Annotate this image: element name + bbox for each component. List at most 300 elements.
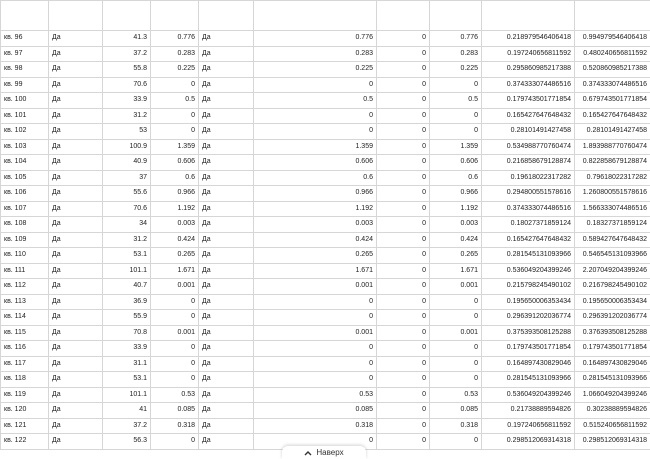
table-row <box>1 403 650 419</box>
total-cell: 0.195650006353434 <box>575 294 650 310</box>
apartment-cell: кв. 99 <box>1 77 49 93</box>
value-cell: 0 <box>254 356 377 372</box>
value-cell: 0.001 <box>151 279 199 295</box>
value-cell: 0 <box>430 310 482 326</box>
flag-cell: Да <box>49 201 103 217</box>
value-cell: 0.215798245490102 <box>482 279 575 295</box>
value-cell: 1.359 <box>254 139 377 155</box>
table-row <box>1 46 650 62</box>
apartment-cell: кв. 119 <box>1 387 49 403</box>
area-cell: 53.1 <box>103 248 151 264</box>
value-cell: 0.165427647648432 <box>482 232 575 248</box>
header-cell <box>377 1 430 31</box>
apartment-cell: кв. 113 <box>1 294 49 310</box>
apartment-cell: кв. 115 <box>1 325 49 341</box>
header-cell <box>103 1 151 31</box>
apartment-cell: кв. 109 <box>1 232 49 248</box>
apartment-cell: кв. 110 <box>1 248 49 264</box>
header-cell <box>254 1 377 31</box>
value-cell: 0.283 <box>151 46 199 62</box>
value-cell: 0.001 <box>254 325 377 341</box>
area-cell: 55.6 <box>103 186 151 202</box>
value-cell: 0 <box>151 356 199 372</box>
value-cell: 0 <box>377 325 430 341</box>
value-cell: 0.536049204399246 <box>482 387 575 403</box>
apartment-cell: кв. 100 <box>1 93 49 109</box>
value-cell: 0 <box>377 356 430 372</box>
total-cell: 0.296391202036774 <box>575 310 650 326</box>
value-cell: 0 <box>151 434 199 450</box>
value-cell: 0 <box>430 124 482 140</box>
table-row <box>1 77 650 93</box>
value-cell: 0.225 <box>430 62 482 78</box>
value-cell: 0.195650006353434 <box>482 294 575 310</box>
value-cell: 0.001 <box>430 325 482 341</box>
apartment-cell: кв. 111 <box>1 263 49 279</box>
flag-cell: Да <box>49 325 103 341</box>
value-cell: 0 <box>254 124 377 140</box>
header-cell <box>199 1 254 31</box>
value-cell: 0 <box>377 310 430 326</box>
value-cell: 0.776 <box>430 31 482 47</box>
apartment-cell: кв. 107 <box>1 201 49 217</box>
apartment-cell: кв. 102 <box>1 124 49 140</box>
value-cell: 0.225 <box>151 62 199 78</box>
table-row <box>1 372 650 388</box>
table-row <box>1 418 650 434</box>
scroll-to-top-button[interactable] <box>282 446 366 459</box>
apartment-cell: кв. 96 <box>1 31 49 47</box>
apartment-cell: кв. 104 <box>1 155 49 171</box>
apartment-cell: кв. 120 <box>1 403 49 419</box>
apartment-cell: кв. 105 <box>1 170 49 186</box>
value-cell: 0 <box>377 108 430 124</box>
table-row <box>1 279 650 295</box>
flag-cell: Да <box>199 31 254 47</box>
table-row <box>1 263 650 279</box>
flag-cell: Да <box>199 248 254 264</box>
value-cell: 0.197240656811592 <box>482 46 575 62</box>
value-cell: 0.281545131093966 <box>482 372 575 388</box>
value-cell: 0.001 <box>151 325 199 341</box>
area-cell: 101.1 <box>103 387 151 403</box>
flag-cell: Да <box>199 232 254 248</box>
value-cell: 0 <box>254 310 377 326</box>
value-cell: 0.424 <box>430 232 482 248</box>
flag-cell: Да <box>49 387 103 403</box>
table-row <box>1 248 650 264</box>
flag-cell: Да <box>199 93 254 109</box>
value-cell: 0.18027371859124 <box>482 217 575 233</box>
area-cell: 37 <box>103 170 151 186</box>
value-cell: 0.6 <box>254 170 377 186</box>
value-cell: 0.374333074486516 <box>482 77 575 93</box>
value-cell: 0.424 <box>151 232 199 248</box>
table-row <box>1 155 650 171</box>
value-cell: 0 <box>430 294 482 310</box>
area-cell: 37.2 <box>103 418 151 434</box>
total-cell: 2.207049204399246 <box>575 263 650 279</box>
area-cell: 36.9 <box>103 294 151 310</box>
flag-cell: Да <box>49 62 103 78</box>
area-cell: 100.9 <box>103 139 151 155</box>
flag-cell: Да <box>49 434 103 450</box>
value-cell: 0.296391202036774 <box>482 310 575 326</box>
area-cell: 33.9 <box>103 93 151 109</box>
flag-cell: Да <box>49 232 103 248</box>
value-cell: 0 <box>151 77 199 93</box>
value-cell: 0 <box>377 279 430 295</box>
value-cell: 0.001 <box>254 279 377 295</box>
flag-cell: Да <box>49 155 103 171</box>
value-cell: 0.536049204399246 <box>482 263 575 279</box>
value-cell: 0 <box>377 418 430 434</box>
value-cell: 0 <box>254 108 377 124</box>
flag-cell: Да <box>199 387 254 403</box>
total-cell: 0.165427647648432 <box>575 108 650 124</box>
header-cell <box>575 1 650 31</box>
flag-cell: Да <box>199 279 254 295</box>
value-cell: 0.003 <box>254 217 377 233</box>
flag-cell: Да <box>199 124 254 140</box>
value-cell: 0 <box>430 372 482 388</box>
flag-cell: Да <box>49 170 103 186</box>
area-cell: 55.9 <box>103 310 151 326</box>
area-cell: 70.6 <box>103 201 151 217</box>
total-cell: 0.164897430829046 <box>575 356 650 372</box>
flag-cell: Да <box>49 341 103 357</box>
apartment-cell: кв. 101 <box>1 108 49 124</box>
area-cell: 70.6 <box>103 77 151 93</box>
value-cell: 0 <box>377 434 430 450</box>
flag-cell: Да <box>199 372 254 388</box>
value-cell: 0 <box>254 294 377 310</box>
value-cell: 0 <box>151 124 199 140</box>
total-cell: 0.515240656811592 <box>575 418 650 434</box>
value-cell: 0.5 <box>254 93 377 109</box>
flag-cell: Да <box>199 294 254 310</box>
value-cell: 0.218979546406418 <box>482 31 575 47</box>
apartment-cell: кв. 97 <box>1 46 49 62</box>
value-cell: 0 <box>151 310 199 326</box>
table-row <box>1 124 650 140</box>
value-cell: 1.671 <box>430 263 482 279</box>
value-cell: 0.19618022317282 <box>482 170 575 186</box>
value-cell: 1.671 <box>151 263 199 279</box>
header-cell <box>49 1 103 31</box>
flag-cell: Да <box>199 201 254 217</box>
value-cell: 1.192 <box>151 201 199 217</box>
value-cell: 0.5 <box>430 93 482 109</box>
area-cell: 31.2 <box>103 108 151 124</box>
total-cell: 1.066049204399246 <box>575 387 650 403</box>
total-cell: 0.30238889594826 <box>575 403 650 419</box>
header-cell <box>430 1 482 31</box>
area-cell: 70.8 <box>103 325 151 341</box>
value-cell: 0.295860985217388 <box>482 62 575 78</box>
flag-cell: Да <box>199 139 254 155</box>
value-cell: 0.966 <box>151 186 199 202</box>
value-cell: 0 <box>377 155 430 171</box>
area-cell: 31.2 <box>103 232 151 248</box>
flag-cell: Да <box>49 139 103 155</box>
value-cell: 0 <box>377 263 430 279</box>
apartment-cell: кв. 112 <box>1 279 49 295</box>
value-cell: 0 <box>377 201 430 217</box>
total-cell: 0.79618022317282 <box>575 170 650 186</box>
table-row <box>1 170 650 186</box>
table-row <box>1 325 650 341</box>
apartment-cell: кв. 117 <box>1 356 49 372</box>
flag-cell: Да <box>49 217 103 233</box>
value-cell: 0.003 <box>151 217 199 233</box>
value-cell: 0 <box>254 341 377 357</box>
area-cell: 40.9 <box>103 155 151 171</box>
value-cell: 0.6 <box>430 170 482 186</box>
value-cell: 0 <box>254 372 377 388</box>
flag-cell: Да <box>199 77 254 93</box>
total-cell: 0.376393508125288 <box>575 325 650 341</box>
value-cell: 0.776 <box>254 31 377 47</box>
flag-cell: Да <box>49 356 103 372</box>
value-cell: 0 <box>377 403 430 419</box>
table-row <box>1 186 650 202</box>
area-cell: 40.7 <box>103 279 151 295</box>
value-cell: 0.424 <box>254 232 377 248</box>
flag-cell: Да <box>199 403 254 419</box>
value-cell: 0 <box>151 108 199 124</box>
table-row <box>1 341 650 357</box>
value-cell: 0.53 <box>430 387 482 403</box>
value-cell: 0 <box>151 341 199 357</box>
total-cell: 0.28101491427458 <box>575 124 650 140</box>
value-cell: 0 <box>377 387 430 403</box>
value-cell: 0.53 <box>254 387 377 403</box>
value-cell: 1.192 <box>430 201 482 217</box>
area-cell: 34 <box>103 217 151 233</box>
value-cell: 0 <box>430 434 482 450</box>
flag-cell: Да <box>49 186 103 202</box>
value-cell: 0 <box>430 108 482 124</box>
value-cell: 1.359 <box>430 139 482 155</box>
value-cell: 0.225 <box>254 62 377 78</box>
header-cell <box>1 1 49 31</box>
value-cell: 0 <box>377 217 430 233</box>
value-cell: 0 <box>430 341 482 357</box>
value-cell: 0 <box>377 170 430 186</box>
table-row <box>1 139 650 155</box>
value-cell: 0.164897430829046 <box>482 356 575 372</box>
total-cell: 0.298512069314318 <box>575 434 650 450</box>
apartment-cell: кв. 108 <box>1 217 49 233</box>
table-row <box>1 62 650 78</box>
flag-cell: Да <box>199 46 254 62</box>
value-cell: 1.192 <box>254 201 377 217</box>
value-cell: 0 <box>377 372 430 388</box>
total-cell: 0.216798245490102 <box>575 279 650 295</box>
flag-cell: Да <box>49 124 103 140</box>
area-cell: 37.2 <box>103 46 151 62</box>
value-cell: 1.671 <box>254 263 377 279</box>
apartment-cell: кв. 98 <box>1 62 49 78</box>
total-cell: 0.374333074486516 <box>575 77 650 93</box>
area-cell: 55.8 <box>103 62 151 78</box>
value-cell: 0.606 <box>430 155 482 171</box>
value-cell: 0.606 <box>151 155 199 171</box>
value-cell: 0.21738889594826 <box>482 403 575 419</box>
value-cell: 0.179743501771854 <box>482 93 575 109</box>
value-cell: 1.359 <box>151 139 199 155</box>
table-row <box>1 356 650 372</box>
area-cell: 101.1 <box>103 263 151 279</box>
value-cell: 0.318 <box>254 418 377 434</box>
flag-cell: Да <box>49 403 103 419</box>
area-cell: 31.1 <box>103 356 151 372</box>
table-row <box>1 217 650 233</box>
value-cell: 0.085 <box>151 403 199 419</box>
flag-cell: Да <box>49 77 103 93</box>
value-cell: 0 <box>377 186 430 202</box>
header-cell <box>151 1 199 31</box>
flag-cell: Да <box>199 341 254 357</box>
value-cell: 0 <box>377 139 430 155</box>
value-cell: 0 <box>377 294 430 310</box>
value-cell: 0.265 <box>254 248 377 264</box>
value-cell: 0.283 <box>254 46 377 62</box>
apartment-cell: кв. 106 <box>1 186 49 202</box>
table-row <box>1 108 650 124</box>
value-cell: 0.165427647648432 <box>482 108 575 124</box>
flag-cell: Да <box>49 93 103 109</box>
flag-cell: Да <box>199 217 254 233</box>
total-cell: 1.893988770760474 <box>575 139 650 155</box>
apartment-cell: кв. 118 <box>1 372 49 388</box>
flag-cell: Да <box>49 248 103 264</box>
area-cell: 56.3 <box>103 434 151 450</box>
table-header-row <box>1 1 650 31</box>
apartment-cell: кв. 122 <box>1 434 49 450</box>
value-cell: 0.001 <box>430 279 482 295</box>
value-cell: 0.179743501771854 <box>482 341 575 357</box>
table-row <box>1 294 650 310</box>
value-cell: 0 <box>254 434 377 450</box>
table-row <box>1 387 650 403</box>
chevron-up-icon <box>304 450 312 456</box>
flag-cell: Да <box>49 418 103 434</box>
flag-cell: Да <box>49 310 103 326</box>
header-cell <box>482 1 575 31</box>
value-cell: 0 <box>377 232 430 248</box>
value-cell: 0.28101491427458 <box>482 124 575 140</box>
flag-cell: Да <box>199 434 254 450</box>
value-cell: 0.5 <box>151 93 199 109</box>
value-cell: 0.606 <box>254 155 377 171</box>
scroll-to-top-label: Наверх <box>316 448 344 457</box>
value-cell: 0.085 <box>254 403 377 419</box>
apartment-cell: кв. 116 <box>1 341 49 357</box>
flag-cell: Да <box>199 325 254 341</box>
table-row <box>1 232 650 248</box>
apartment-cell: кв. 114 <box>1 310 49 326</box>
table-row <box>1 93 650 109</box>
value-cell: 0 <box>151 294 199 310</box>
value-cell: 0 <box>254 77 377 93</box>
apartment-cell: кв. 103 <box>1 139 49 155</box>
area-cell: 53.1 <box>103 372 151 388</box>
value-cell: 0.966 <box>430 186 482 202</box>
value-cell: 0.776 <box>151 31 199 47</box>
flag-cell: Да <box>49 372 103 388</box>
area-cell: 33.9 <box>103 341 151 357</box>
value-cell: 0.085 <box>430 403 482 419</box>
total-cell: 0.281545131093966 <box>575 372 650 388</box>
flag-cell: Да <box>199 62 254 78</box>
value-cell: 0.197240656811592 <box>482 418 575 434</box>
area-cell: 53 <box>103 124 151 140</box>
total-cell: 1.566333074486516 <box>575 201 650 217</box>
flag-cell: Да <box>49 108 103 124</box>
value-cell: 0.374333074486516 <box>482 201 575 217</box>
flag-cell: Да <box>49 294 103 310</box>
total-cell: 1.260800551578616 <box>575 186 650 202</box>
total-cell: 0.480240656811592 <box>575 46 650 62</box>
total-cell: 0.589427647648432 <box>575 232 650 248</box>
area-cell: 41 <box>103 403 151 419</box>
flag-cell: Да <box>49 31 103 47</box>
value-cell: 0.375393508125288 <box>482 325 575 341</box>
table-row <box>1 310 650 326</box>
flag-cell: Да <box>199 356 254 372</box>
total-cell: 0.18327371859124 <box>575 217 650 233</box>
value-cell: 0 <box>377 341 430 357</box>
value-cell: 0 <box>430 77 482 93</box>
value-cell: 0.281545131093966 <box>482 248 575 264</box>
flag-cell: Да <box>49 279 103 295</box>
flag-cell: Да <box>199 108 254 124</box>
area-cell: 41.3 <box>103 31 151 47</box>
value-cell: 0.966 <box>254 186 377 202</box>
value-cell: 0.003 <box>430 217 482 233</box>
value-cell: 0.216858679128874 <box>482 155 575 171</box>
flag-cell: Да <box>49 263 103 279</box>
value-cell: 0.318 <box>430 418 482 434</box>
total-cell: 0.546545131093966 <box>575 248 650 264</box>
value-cell: 0 <box>151 372 199 388</box>
flag-cell: Да <box>199 170 254 186</box>
value-cell: 0.318 <box>151 418 199 434</box>
total-cell: 0.179743501771854 <box>575 341 650 357</box>
value-cell: 0.534988770760474 <box>482 139 575 155</box>
value-cell: 0.265 <box>430 248 482 264</box>
value-cell: 0 <box>377 31 430 47</box>
total-cell: 0.520860985217388 <box>575 62 650 78</box>
table-row <box>1 201 650 217</box>
flag-cell: Да <box>49 46 103 62</box>
value-cell: 0.283 <box>430 46 482 62</box>
apartment-cell: кв. 121 <box>1 418 49 434</box>
value-cell: 0 <box>430 356 482 372</box>
flag-cell: Да <box>199 418 254 434</box>
value-cell: 0.6 <box>151 170 199 186</box>
value-cell: 0 <box>377 77 430 93</box>
flag-cell: Да <box>199 155 254 171</box>
value-cell: 0.294800551578616 <box>482 186 575 202</box>
total-cell: 0.679743501771854 <box>575 93 650 109</box>
value-cell: 0.53 <box>151 387 199 403</box>
value-cell: 0 <box>377 93 430 109</box>
value-cell: 0.298512069314318 <box>482 434 575 450</box>
value-cell: 0 <box>377 124 430 140</box>
